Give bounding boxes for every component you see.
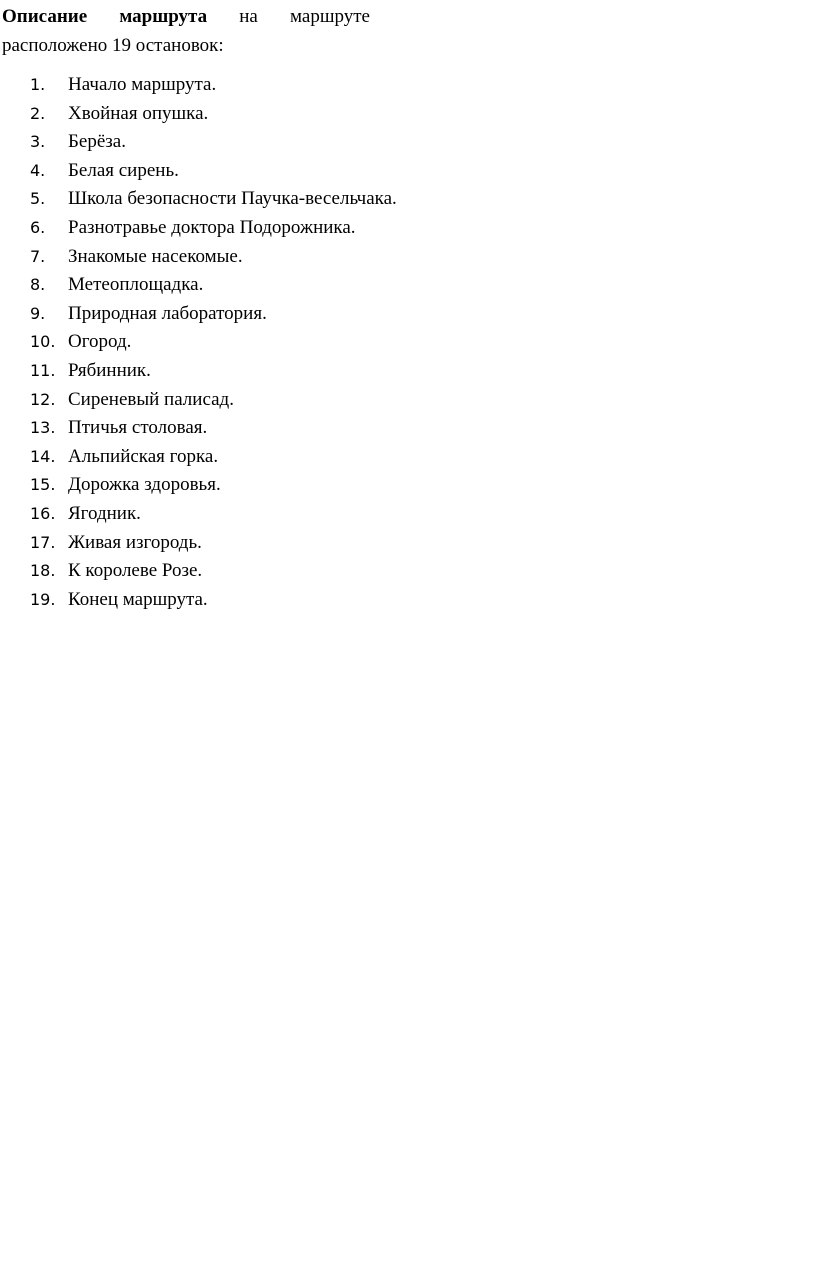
list-item-text: Сиреневый палисад.	[68, 388, 234, 410]
list-item-text: Дорожка здоровья.	[68, 474, 221, 496]
list-item-number: 18.	[30, 561, 56, 581]
list-item-text: Разнотравье доктора Подорожника.	[68, 216, 356, 238]
list-item	[0, 532, 397, 561]
list-item-number: 17.	[30, 532, 56, 552]
list-item-number: 2.	[30, 103, 46, 123]
intro-word-1: Описание	[2, 6, 88, 27]
list-item-text: Ягодник.	[68, 502, 141, 524]
list-item-number: 14.	[30, 446, 56, 466]
list-item-text: Огород.	[68, 331, 132, 353]
route-stops-list	[0, 74, 397, 617]
list-item-text: Берёза.	[68, 131, 126, 153]
list-item-number: 10.	[30, 332, 56, 352]
list-item	[0, 103, 397, 132]
list-item-number: 6.	[30, 217, 46, 237]
intro-paragraph	[2, 2, 370, 60]
list-item-text: Метеоплощадка.	[68, 274, 204, 296]
list-item-text: Хвойная опушка.	[68, 102, 209, 124]
list-item-text: Школа безопасности Паучка-весельчака.	[68, 188, 397, 210]
list-item	[0, 446, 397, 475]
list-item-number: 4.	[30, 160, 46, 180]
intro-word-4: маршруте	[290, 6, 370, 27]
list-item	[0, 131, 397, 160]
list-item	[0, 589, 397, 618]
list-item	[0, 417, 397, 446]
list-item-text: Рябинник.	[68, 359, 151, 381]
list-item-number: 7.	[30, 246, 46, 266]
intro-word-2: маршрута	[119, 6, 208, 27]
list-item-number: 15.	[30, 475, 56, 495]
list-item	[0, 274, 397, 303]
list-item-text: Птичья столовая.	[68, 417, 208, 439]
list-item	[0, 360, 397, 389]
intro-line-2: расположено 19 остановок:	[2, 35, 224, 56]
list-item-number: 1.	[30, 75, 46, 94]
list-item	[0, 474, 397, 503]
intro-line-1	[2, 2, 370, 31]
list-item	[0, 246, 397, 275]
list-item-text: Знакомые насекомые.	[68, 245, 243, 267]
list-item	[0, 389, 397, 418]
list-item-text: Природная лаборатория.	[68, 302, 267, 324]
list-item	[0, 303, 397, 332]
list-item	[0, 217, 397, 246]
intro-word-3: на	[239, 6, 258, 27]
list-item-number: 9.	[30, 303, 46, 323]
list-item-text: Белая сирень.	[68, 159, 179, 181]
list-item-number: 5.	[30, 189, 46, 209]
list-item	[0, 74, 397, 103]
list-item-number: 13.	[30, 418, 56, 438]
list-item	[0, 503, 397, 532]
list-item	[0, 188, 397, 217]
list-item-number: 11.	[30, 360, 56, 380]
list-item-text: Начало маршрута.	[68, 74, 217, 95]
list-item	[0, 560, 397, 589]
list-item-text: Конец маршрута.	[68, 588, 208, 610]
list-item-text: К королеве Розе.	[68, 560, 203, 582]
list-item-number: 12.	[30, 389, 56, 409]
list-item-number: 19.	[30, 589, 56, 609]
list-item	[0, 331, 397, 360]
list-item	[0, 160, 397, 189]
list-item-number: 3.	[30, 132, 46, 152]
list-item-text: Живая изгородь.	[68, 531, 202, 553]
list-item-number: 16.	[30, 503, 56, 523]
list-item-text: Альпийская горка.	[68, 445, 219, 467]
list-item-number: 8.	[30, 275, 46, 295]
